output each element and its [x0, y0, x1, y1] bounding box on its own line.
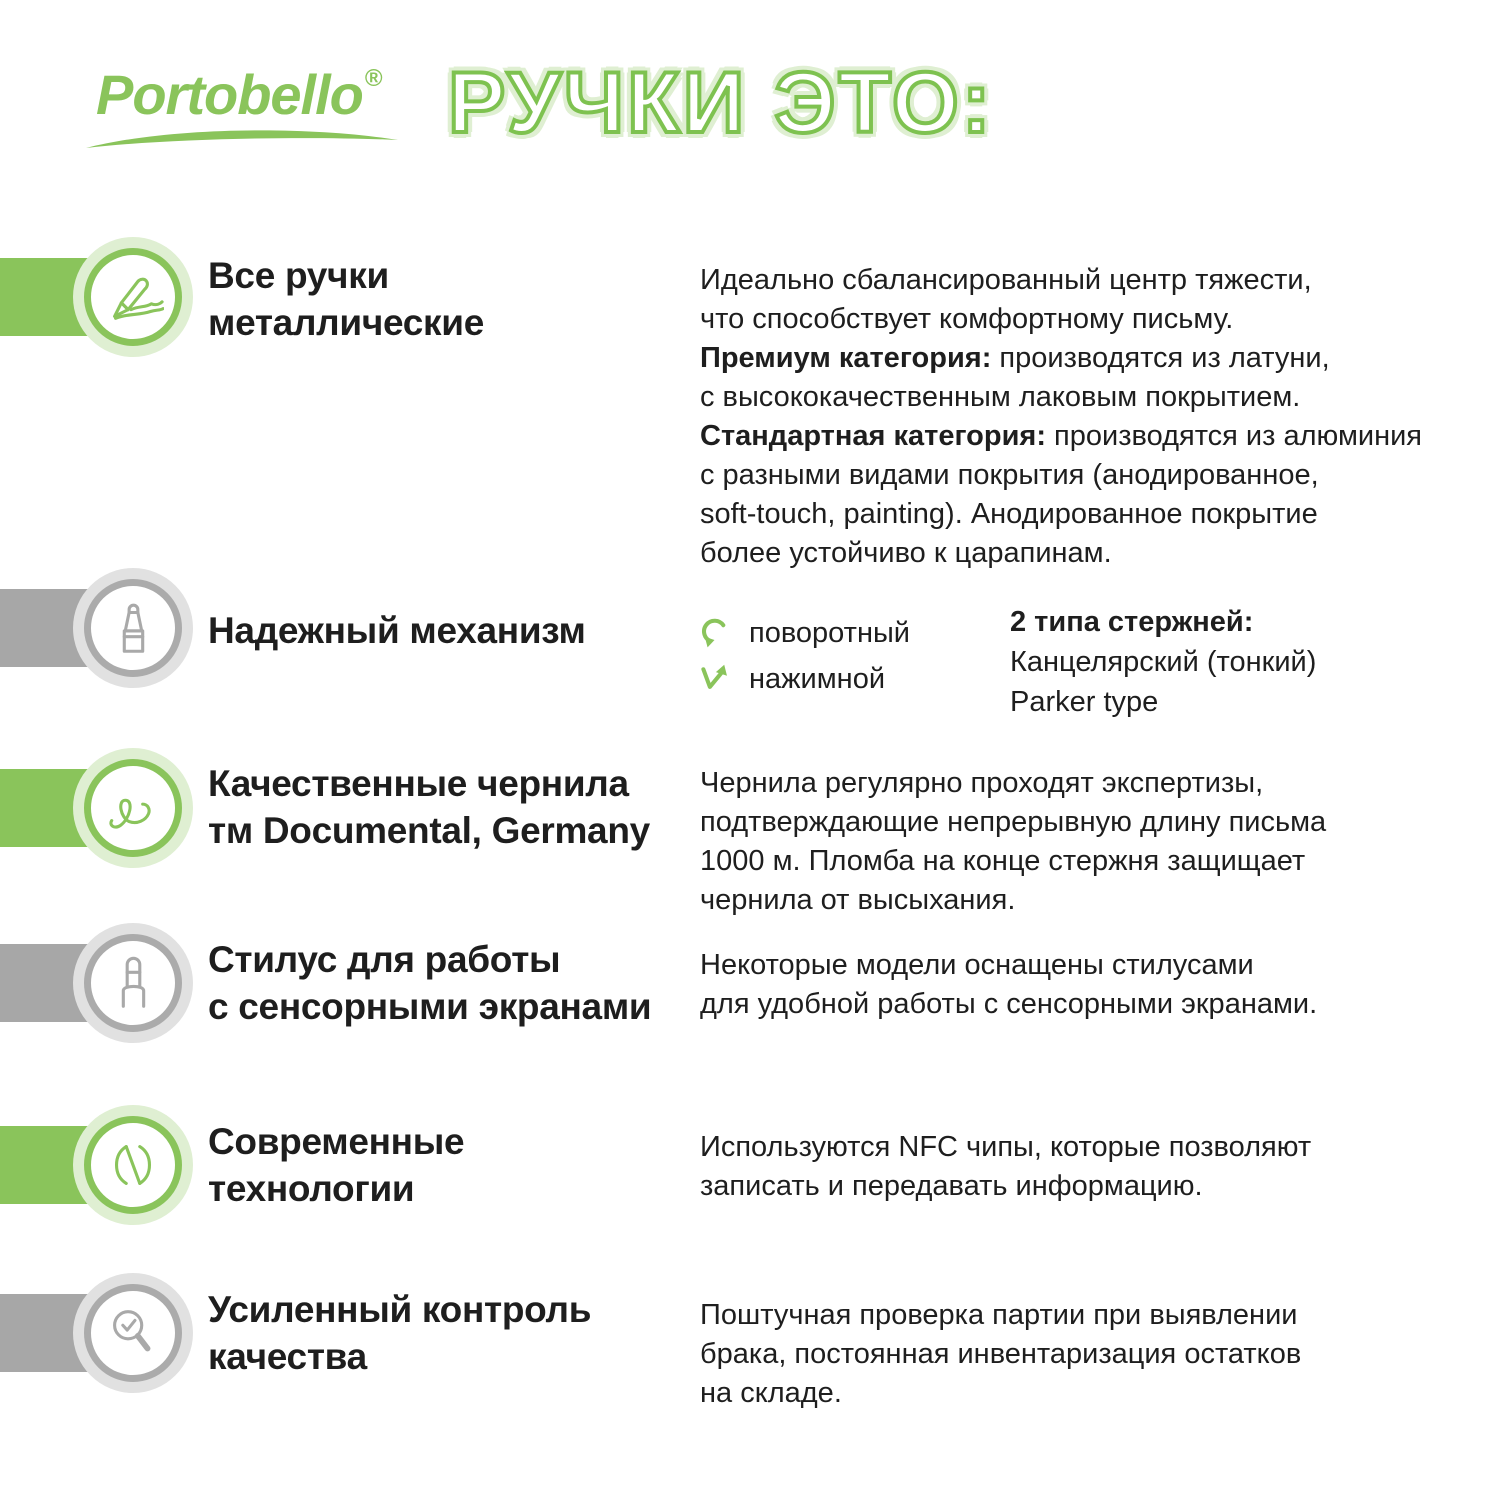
description-line: с высококачественным лаковым покрытием. — [700, 381, 1301, 413]
feature-title-line: технологии — [208, 1168, 415, 1209]
registered-trademark: ® — [364, 65, 382, 92]
description-line: 1000 м. Пломба на конце стержня защищает — [700, 845, 1306, 877]
feature-icon-circle — [84, 248, 182, 346]
feature-title — [208, 760, 650, 854]
pen-tip-icon — [102, 597, 164, 659]
description-line: для удобной работы с сенсорными экранами. — [700, 988, 1318, 1020]
feature-title-line: Усиленный контроль — [208, 1289, 592, 1330]
feature-title — [208, 1118, 464, 1212]
feature-title-line: металлические — [208, 302, 485, 343]
feature-icon-circle — [84, 579, 182, 677]
description-line: чернила от высыхания. — [700, 884, 1016, 916]
page-title: РУЧКИ ЭТО: — [448, 55, 994, 151]
brand-swoosh — [82, 122, 402, 156]
description-line: Идеально сбалансированный центр тяжести, — [700, 264, 1312, 296]
mechanism-label: поворотный — [749, 616, 911, 649]
feature-title-line: Все ручки — [208, 255, 389, 296]
feature-title — [208, 1286, 591, 1380]
feature-icon-circle — [84, 759, 182, 857]
magnifier-check-icon — [102, 1302, 164, 1364]
description-line: что способствует комфортному письму. — [700, 303, 1234, 335]
feature-description — [700, 1296, 1301, 1413]
push-arrow-icon — [696, 661, 733, 698]
mechanism-label: нажимной — [749, 662, 886, 695]
description-line: Премиум категория: производятся из латуни, — [700, 342, 1330, 374]
pen-in-hand-icon — [102, 266, 164, 328]
description-line: брака, постоянная инвентаризация остатков — [700, 1338, 1302, 1370]
feature-icon-badge — [73, 923, 193, 1043]
stylus-icon — [102, 952, 164, 1014]
feature-description — [700, 1128, 1311, 1206]
feature-title-line: с сенсорными экранами — [208, 986, 652, 1027]
description-line: Поштучная проверка партии при выявлении — [700, 1299, 1298, 1331]
description-line: Некоторые модели оснащены стилусами — [700, 949, 1254, 981]
description-line: более устойчиво к царапинам. — [700, 537, 1112, 569]
feature-icon-badge — [73, 568, 193, 688]
mechanism-list — [696, 610, 910, 702]
description-line: Используются NFC чипы, которые позволяют — [700, 1131, 1312, 1163]
nfc-icon — [102, 1134, 164, 1196]
feature-icon-circle — [84, 934, 182, 1032]
feature-title — [208, 607, 586, 654]
brand-logo-text: Portobello — [96, 63, 363, 126]
ink-scribble-icon — [102, 777, 164, 839]
brand-logo — [96, 62, 382, 127]
description-line: подтверждающие непрерывную длину письма — [700, 806, 1327, 838]
description-line: soft-touch, painting). Анодированное покрытие — [700, 498, 1318, 530]
feature-description — [700, 946, 1317, 1024]
feature-icon-circle — [84, 1284, 182, 1382]
feature-icon-badge — [73, 748, 193, 868]
feature-icon-circle — [84, 1116, 182, 1214]
feature-description — [700, 261, 1422, 573]
feature-description — [700, 764, 1326, 920]
feature-title-line: Надежный механизм — [208, 610, 586, 651]
description-line: Чернила регулярно проходят экспертизы, — [700, 767, 1264, 799]
refill-item: Parker type — [1010, 686, 1159, 718]
rotate-arrow-icon — [696, 615, 733, 652]
description-line: на складе. — [700, 1377, 842, 1409]
refill-types — [1010, 602, 1316, 722]
mechanism-item — [696, 610, 910, 656]
refill-heading: 2 типа стержней: — [1010, 606, 1254, 638]
feature-title-line: Современные — [208, 1121, 465, 1162]
description-line: записать и передавать информацию. — [700, 1170, 1203, 1202]
feature-icon-badge — [73, 1105, 193, 1225]
feature-title-line: тм Documental, Germany — [208, 810, 650, 851]
feature-title-line: Качественные чернила — [208, 763, 629, 804]
feature-icon-badge — [73, 237, 193, 357]
mechanism-item — [696, 656, 910, 702]
feature-title — [208, 252, 484, 346]
description-line: Стандартная категория: производятся из алюминия — [700, 420, 1423, 452]
refill-item: Канцелярский (тонкий) — [1010, 646, 1317, 678]
description-line: с разными видами покрытия (анодированное, — [700, 459, 1319, 491]
feature-title-line: качества — [208, 1336, 367, 1377]
feature-title-line: Стилус для работы — [208, 939, 561, 980]
feature-icon-badge — [73, 1273, 193, 1393]
feature-title — [208, 936, 651, 1030]
